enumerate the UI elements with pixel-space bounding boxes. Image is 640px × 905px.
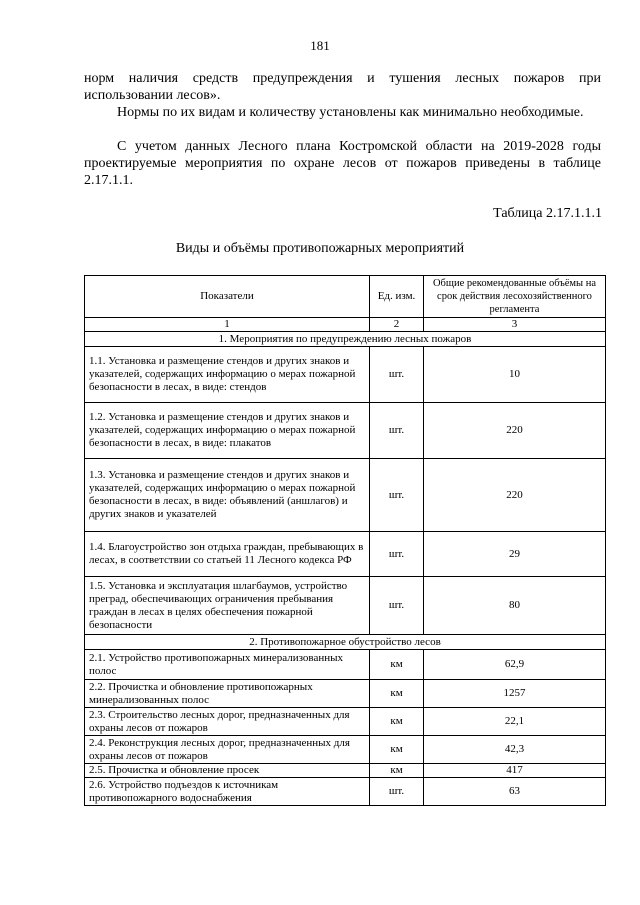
table-row xyxy=(85,764,606,778)
row-value: 417 xyxy=(424,764,606,778)
table-row xyxy=(85,532,606,577)
row-value: 80 xyxy=(424,577,606,635)
row-label: 2.1. Устройство противопожарных минерализованных полос xyxy=(85,650,370,680)
row-label: 2.4. Реконструкция лесных дорог, предназначенных для охраны лесов от пожаров xyxy=(85,736,370,764)
row-label: 1.4. Благоустройство зон отдыха граждан, пребывающих в лесах, в соответствии со статьей 11 Лесного кодекса РФ xyxy=(85,532,370,577)
row-value: 10 xyxy=(424,347,606,403)
row-value: 22,1 xyxy=(424,708,606,736)
table-row xyxy=(85,778,606,806)
row-value: 62,9 xyxy=(424,650,606,680)
table-row xyxy=(85,650,606,680)
row-unit: шт. xyxy=(370,577,424,635)
row-unit: шт. xyxy=(370,778,424,806)
paragraph-2: Нормы по их видам и количеству установлены как минимально необходимые. xyxy=(117,105,584,120)
table-row xyxy=(85,708,606,736)
row-label: 1.1. Установка и размещение стендов и других знаков и указателей, содержащих информацию о мерах пожарной безопасности в лесах, в виде: стендов xyxy=(85,347,370,403)
table-title: Виды и объёмы противопожарных мероприятий xyxy=(175,241,465,256)
row-value: 42,3 xyxy=(424,736,606,764)
table-header-row xyxy=(85,276,606,318)
paragraph-3: С учетом данных Лесного плана Костромской области на 2019-2028 годы проектируемые мероприятия по охране лесов от пожаров приведены в таблице 2.17.1.1. xyxy=(84,139,601,188)
row-unit: шт. xyxy=(370,347,424,403)
row-unit: шт. xyxy=(370,459,424,532)
row-unit: км xyxy=(370,708,424,736)
fire-measures-table xyxy=(84,275,606,806)
table-row xyxy=(85,403,606,459)
table-row xyxy=(85,347,606,403)
row-value: 1257 xyxy=(424,680,606,708)
row-unit: км xyxy=(370,650,424,680)
table-row xyxy=(85,459,606,532)
paragraph-1: норм наличия средств предупреждения и тушения лесных пожаров при использовании лесов». xyxy=(84,71,601,103)
row-label: 1.5. Установка и эксплуатация шлагбаумов, устройство преград, обеспечивающих ограничения пребывания граждан в лесах в целях обеспечения пожарной безопасности xyxy=(85,577,370,635)
row-label: 2.6. Устройство подъездов к источникам противопожарного водоснабжения xyxy=(85,778,370,806)
row-value: 220 xyxy=(424,459,606,532)
row-unit: шт. xyxy=(370,403,424,459)
section-row xyxy=(85,635,606,650)
row-label: 2.5. Прочистка и обновление просек xyxy=(85,764,370,778)
col-number: 3 xyxy=(424,318,606,332)
table-row xyxy=(85,680,606,708)
table-row xyxy=(85,577,606,635)
row-unit: км xyxy=(370,764,424,778)
row-label: 2.2. Прочистка и обновление противопожарных минерализованных полос xyxy=(85,680,370,708)
header-unit: Ед. изм. xyxy=(370,276,424,318)
row-unit: км xyxy=(370,680,424,708)
header-indicators: Показатели xyxy=(85,276,370,318)
row-value: 63 xyxy=(424,778,606,806)
page-number: 181 xyxy=(310,38,330,53)
row-unit: км xyxy=(370,736,424,764)
row-label: 1.2. Установка и размещение стендов и других знаков и указателей, содержащих информацию о мерах пожарной безопасности в лесах, в виде: плакатов xyxy=(85,403,370,459)
row-label: 2.3. Строительство лесных дорог, предназначенных для охраны лесов от пожаров xyxy=(85,708,370,736)
row-label: 1.3. Установка и размещение стендов и других знаков и указателей, содержащих информацию о мерах пожарной безопасности в лесах, в виде: объявлений (аншлагов) и других знаков и указателей xyxy=(85,459,370,532)
section-title: 2. Противопожарное обустройство лесов xyxy=(85,635,606,650)
row-value: 220 xyxy=(424,403,606,459)
column-numbers-row xyxy=(85,318,606,332)
header-volume: Общие рекомендованные объёмы на срок действия лесохозяйственного регламента xyxy=(424,276,606,318)
table-number: Таблица 2.17.1.1.1 xyxy=(493,206,602,221)
col-number: 1 xyxy=(85,318,370,332)
row-unit: шт. xyxy=(370,532,424,577)
section-row xyxy=(85,332,606,347)
section-title: 1. Мероприятия по предупреждению лесных пожаров xyxy=(85,332,606,347)
row-value: 29 xyxy=(424,532,606,577)
table-row xyxy=(85,736,606,764)
col-number: 2 xyxy=(370,318,424,332)
